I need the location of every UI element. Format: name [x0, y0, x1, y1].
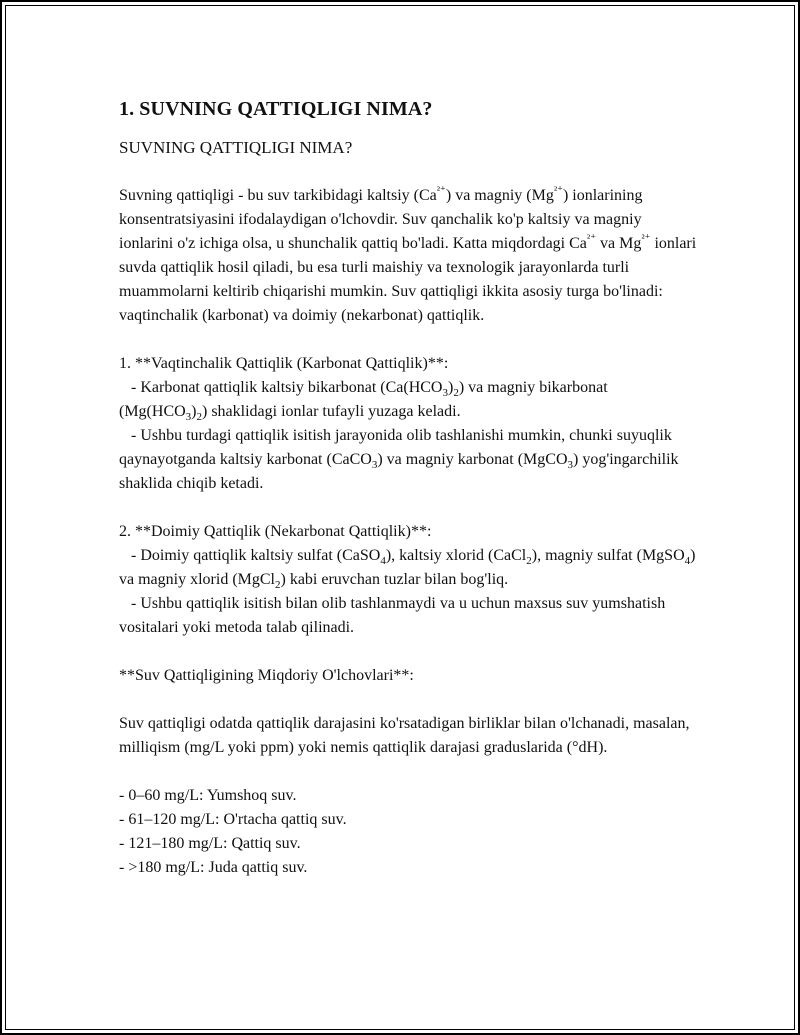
section-paragraph: - Doimiy qattiqlik kaltsiy sulfat (CaSO$_4$), kaltsiy xlorid (CaCl$_2$), magniy sulfat (MgSO$_4$) va magniy xlorid (MgCl$_2$) kabi eruvchan tuzlar bilan bog'liq.	[119, 547, 700, 592]
measures-heading: **Suv Qattiqligining Miqdoriy O'lchovlari**:	[119, 667, 414, 684]
document-title: 1. SUVNING QATTIQLIGI NIMA?	[119, 98, 433, 120]
section-heading: 1. **Vaqtinchalik Qattiqlik (Karbonat Qattiqlik)**:	[119, 355, 449, 372]
list-item: - >180 mg/L: Juda qattiq suv.	[119, 859, 308, 876]
list-item: - 0–60 mg/L: Yumshoq suv.	[119, 787, 297, 804]
section-permanent-hardness	[119, 520, 699, 640]
intro-paragraph: Suvning qattiqligi - bu suv tarkibidagi kaltsiy $(Ca^{^{2+}})$ va magniy $(Mg^{^{2+}})$ ionlarining konsentratsiyasini ifodalaydigan o'lchovdir. Suv qanchalik ko'p kaltsiy va magniy ionlarini o'z ichiga olsa, u shunchalik qattiq bo'ladi. Katta miqdordagi $Ca^{^{2+}}$ va $Mg^{^{2+}}$ ionlari suvda qattiqlik hosil qiladi, bu esa turli maishiy va texnologik jarayonlarda turli muammolarni keltirib chiqarishi mumkin. Suv qattiqligi ikkita asosiy turga bo'linadi: vaqtinchalik (karbonat) va doimiy (nekarbonat) qattiqlik.	[119, 184, 697, 324]
section-paragraph: - Karbonat qattiqlik kaltsiy bikarbonat $(Ca(HCO_3)_2)$ va magniy bikarbonat $(Mg(HCO_3)_2)$ shaklidagi ionlar tufayli yuzaga keladi.	[119, 379, 612, 424]
section-paragraph: - Ushbu qattiqlik isitish bilan olib tashlanmaydi va u uchun maxsus suv yumshatish vositalari yoki metoda talab qilinadi.	[119, 595, 670, 636]
section-heading: 2. **Doimiy Qattiqlik (Nekarbonat Qattiqlik)**:	[119, 523, 432, 540]
list-item: - 121–180 mg/L: Qattiq suv.	[119, 835, 301, 852]
measures-paragraph: Suv qattiqligi odatda qattiqlik darajasini ko'rsatadigan birliklar bilan o'lchanadi, masalan, milliqism (mg/L yoki ppm) yoki nemis qattiqlik darajasi graduslarida (°dH).	[119, 715, 690, 756]
section-paragraph: - Ushbu turdagi qattiqlik isitish jarayonida olib tashlanishi mumkin, chunki suyuqlik qaynayotganda kaltsiy karbonat (CaCO$_3$) va magniy karbonat (MgCO$_3$) yog'ingarchilik shaklida chiqib ketadi.	[119, 427, 683, 492]
document-content	[119, 96, 699, 880]
document-subtitle: SUVNING QATTIQLIGI NIMA?	[119, 138, 353, 157]
hardness-scale-list	[119, 784, 699, 880]
list-item: - 61–120 mg/L: O'rtacha qattiq suv.	[119, 811, 347, 828]
section-temporary-hardness	[119, 352, 699, 496]
